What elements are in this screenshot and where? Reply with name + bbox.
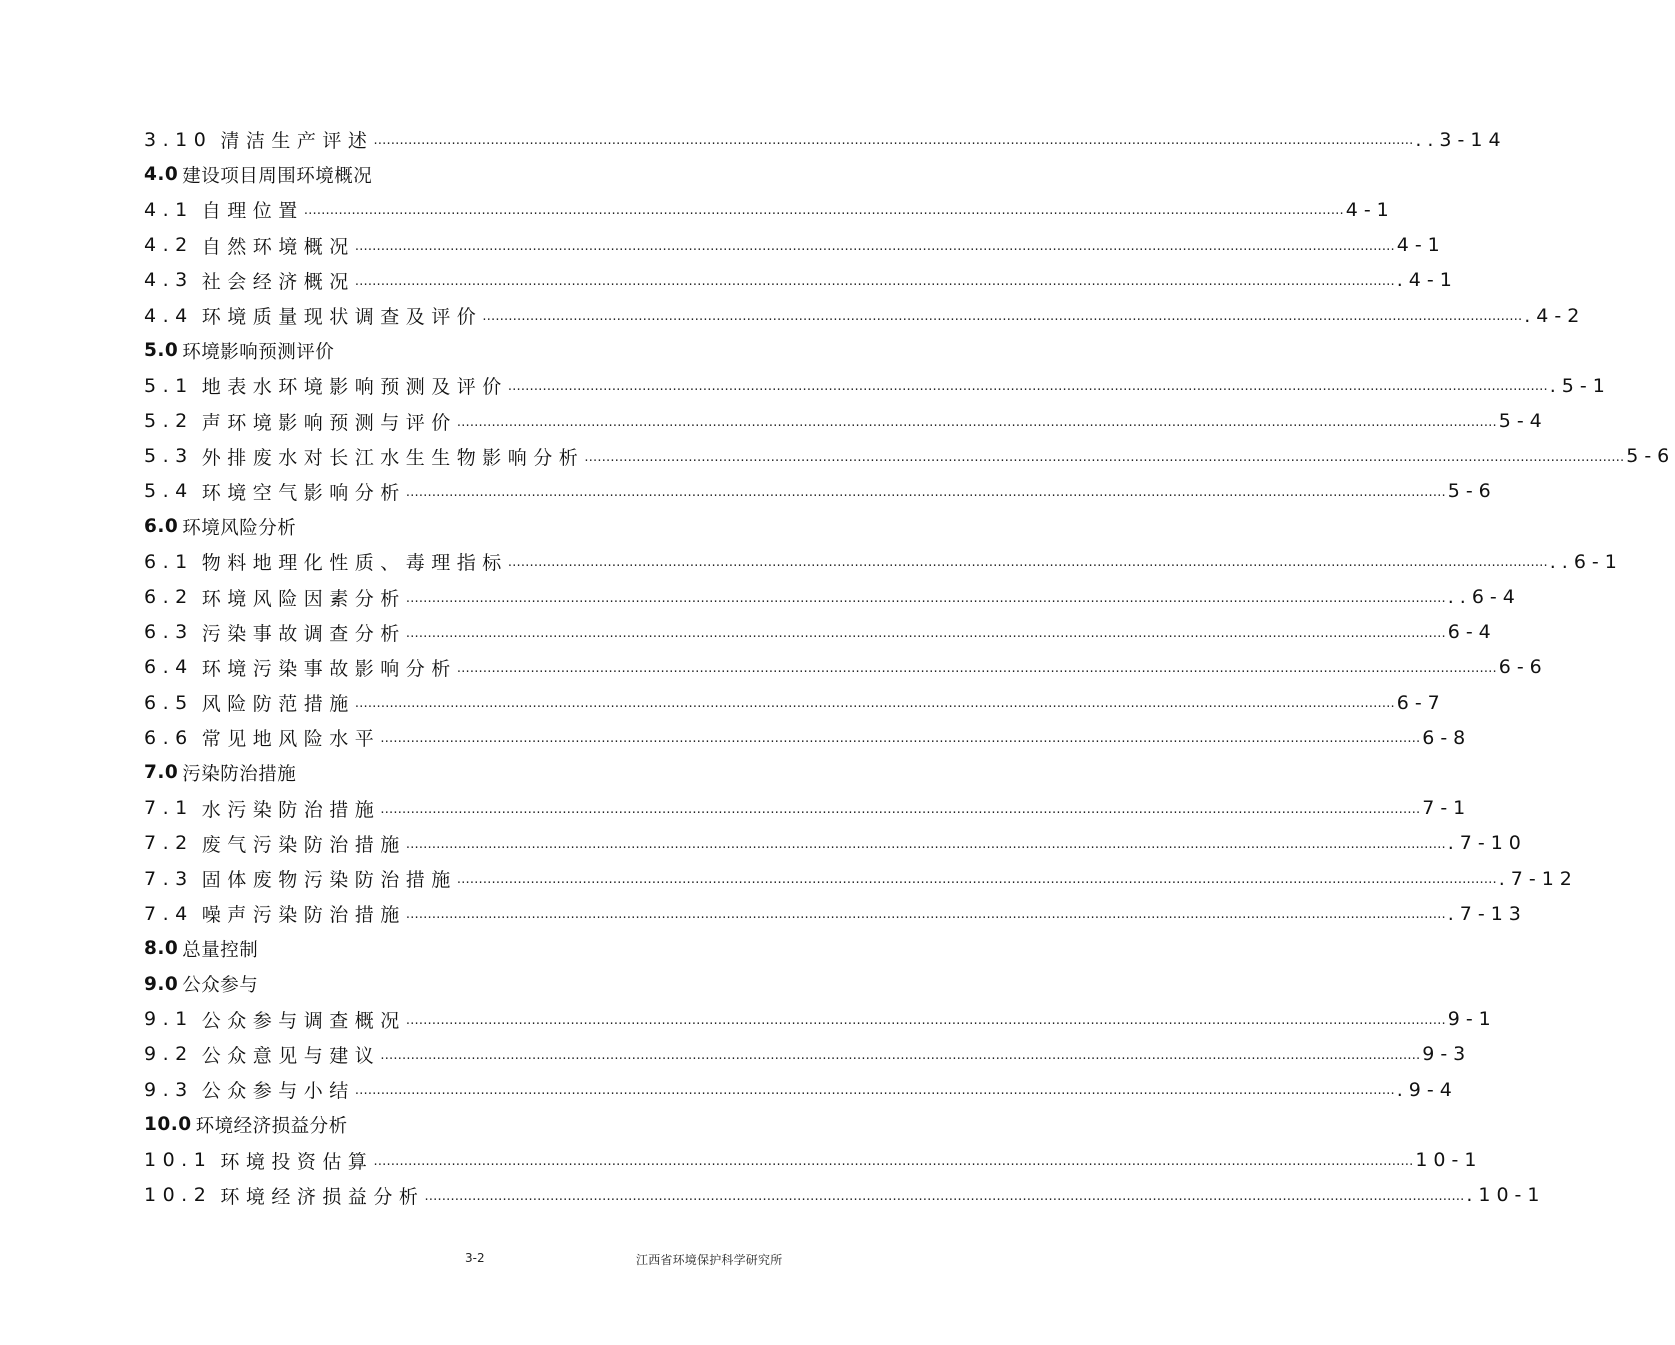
toc-entry-page: 9-1 (1447, 1008, 1497, 1031)
toc-dot-leader: …………………………………………………………………………………………………………………………………………………………………………………………………………………… (507, 555, 1548, 571)
toc-entry-title: 自理位置 (201, 200, 304, 223)
toc-section-entry (144, 157, 808, 192)
toc-subsection-entry (144, 1002, 1497, 1037)
toc-subsection-entry (144, 1037, 1472, 1072)
toc-entry-page: 5-6 (1626, 445, 1675, 468)
toc-entry-number: 10.1 (144, 1149, 213, 1172)
toc-entry-title: 环境质量现状调查及评价 (201, 306, 483, 329)
toc-entry-page: .5-1 (1549, 374, 1611, 397)
toc-dot-leader: …………………………………………………………………………………………………………………………………………………………………………………………………………………… (405, 484, 1446, 500)
toc-entry-page: 6-6 (1498, 656, 1548, 679)
toc-subsection-entry (144, 263, 1458, 298)
toc-dot-leader: …………………………………………………………………………………………………………………………………………………………………………………………………………………… (354, 696, 1395, 712)
toc-entry-title: 地表水环境影响预测及评价 (201, 376, 508, 399)
toc-entry-number: 9.0 (144, 973, 179, 995)
toc-entry-number: 6.0 (144, 516, 179, 538)
toc-entry-number: 7.0 (144, 762, 179, 784)
toc-subsection-entry (144, 650, 1548, 685)
toc-subsection-entry (144, 1072, 1458, 1107)
toc-dot-leader: …………………………………………………………………………………………………………………………………………………………………………………………………………………… (424, 1188, 1465, 1204)
toc-entry-page: 6-7 (1396, 691, 1446, 714)
toc-entry-title: 自然环境概况 (201, 235, 355, 258)
toc-entry-page: .7-13 (1447, 902, 1527, 925)
toc-entry-page: .7-10 (1447, 832, 1527, 855)
toc-entry-number: 7.1 (144, 797, 194, 820)
toc-entry-number: 6.1 (144, 550, 194, 573)
toc-dot-leader: …………………………………………………………………………………………………………………………………………………………………………………………………………………… (507, 379, 1548, 395)
toc-entry-number: 9.2 (144, 1043, 194, 1066)
toc-entry-title: 环境经济损益分析 (220, 1185, 425, 1208)
toc-dot-leader: …………………………………………………………………………………………………………………………………………………………………………………………………………………… (456, 660, 1497, 676)
toc-subsection-entry (144, 544, 1623, 579)
toc-entry-page: ..3-14 (1415, 128, 1507, 151)
toc-dot-leader: …………………………………………………………………………………………………………………………………………………………………………………………………………………… (405, 625, 1446, 641)
toc-entry-number: 4.1 (144, 198, 194, 221)
toc-subsection-entry (144, 896, 1527, 931)
toc-entry-page: 5-4 (1498, 410, 1548, 433)
toc-subsection-entry (144, 122, 1507, 157)
toc-entry-title: 公众意见与建议 (201, 1044, 381, 1067)
toc-subsection-entry (144, 228, 1446, 263)
toc-dot-leader: …………………………………………………………………………………………………………………………………………………………………………………………………………………… (373, 1153, 1414, 1169)
toc-entry-title: 环境风险因素分析 (201, 587, 406, 610)
toc-subsection-entry (144, 474, 1497, 509)
toc-subsection-entry (144, 720, 1472, 755)
toc-entry-title: 常见地风险水平 (201, 728, 381, 751)
toc-entry-title: 水污染防治措施 (201, 798, 381, 821)
toc-entry-page: 5-6 (1447, 480, 1497, 503)
toc-dot-leader: …………………………………………………………………………………………………………………………………………………………………………………………………………………… (405, 836, 1446, 852)
toc-entry-number: 7.3 (144, 867, 194, 890)
toc-subsection-entry (144, 685, 1446, 720)
toc-subsection-entry (144, 826, 1527, 861)
toc-subsection-entry (144, 368, 1611, 403)
toc-entry-page: .9-4 (1396, 1078, 1458, 1101)
toc-entry-title: 声环境影响预测与评价 (201, 411, 457, 434)
toc-subsection-entry (144, 298, 1586, 333)
toc-section-entry (144, 931, 808, 966)
toc-entry-title: 外排废水对长江水生生物影响分析 (201, 446, 585, 469)
toc-entry-number: 4.2 (144, 234, 194, 257)
toc-entry-title: 环境风险分析 (182, 517, 297, 539)
table-of-contents (144, 122, 1675, 1213)
toc-entry-title: 环境空气影响分析 (201, 481, 406, 504)
toc-entry-title: 清洁生产评述 (220, 130, 374, 153)
toc-dot-leader: …………………………………………………………………………………………………………………………………………………………………………………………………………………… (405, 1012, 1446, 1028)
toc-entry-page: 9-3 (1422, 1043, 1472, 1066)
toc-entry-number: 7.4 (144, 902, 194, 925)
toc-entry-title: 环境经济损益分析 (195, 1115, 348, 1137)
toc-entry-number: 5.1 (144, 374, 194, 397)
toc-entry-title: 固体废物污染防治措施 (201, 869, 457, 892)
toc-entry-page: .4-1 (1396, 269, 1458, 292)
toc-entry-title: 社会经济概况 (201, 270, 355, 293)
toc-section-entry (144, 1107, 808, 1142)
toc-dot-leader: …………………………………………………………………………………………………………………………………………………………………………………………………………………… (584, 449, 1625, 465)
toc-entry-title: 污染防治措施 (182, 763, 297, 785)
toc-entry-title: 风险防范措施 (201, 693, 355, 716)
toc-entry-number: 4.0 (144, 164, 179, 186)
toc-dot-leader: …………………………………………………………………………………………………………………………………………………………………………………………………………………… (456, 414, 1497, 430)
toc-subsection-entry (144, 439, 1675, 474)
toc-entry-page: ..6-4 (1447, 586, 1521, 609)
footer-organization: 江西省环境保护科学研究所 (636, 1253, 783, 1267)
toc-entry-title: 建设项目周围环境概况 (182, 165, 373, 187)
toc-entry-title: 环境影响预测评价 (182, 341, 335, 363)
toc-entry-page: .4-2 (1524, 304, 1586, 327)
toc-subsection-entry (144, 615, 1497, 650)
toc-entry-number: 6.6 (144, 726, 194, 749)
toc-entry-title: 公众参与 (182, 975, 259, 997)
toc-entry-number: 5.2 (144, 410, 194, 433)
toc-entry-number: 9.3 (144, 1078, 194, 1101)
toc-subsection-entry (144, 192, 1395, 227)
toc-dot-leader: …………………………………………………………………………………………………………………………………………………………………………………………………………………… (380, 731, 1421, 747)
toc-entry-title: 环境污染事故影响分析 (201, 657, 457, 680)
toc-entry-page: .10-1 (1466, 1184, 1546, 1207)
toc-entry-number: 5.3 (144, 445, 194, 468)
toc-entry-number: 6.3 (144, 621, 194, 644)
toc-entry-title: 总量控制 (182, 939, 259, 961)
toc-dot-leader: …………………………………………………………………………………………………………………………………………………………………………………………………………………… (456, 872, 1497, 888)
toc-entry-number: 3.10 (144, 128, 213, 151)
toc-subsection-entry (144, 404, 1548, 439)
toc-dot-leader: …………………………………………………………………………………………………………………………………………………………………………………………………………………… (405, 590, 1446, 606)
toc-section-entry (144, 509, 808, 544)
toc-entry-title: 环境投资估算 (220, 1150, 374, 1173)
toc-entry-page: 4-1 (1345, 198, 1395, 221)
toc-subsection-entry (144, 1178, 1546, 1213)
toc-entry-number: 7.2 (144, 832, 194, 855)
toc-entry-page: 6-4 (1447, 621, 1497, 644)
toc-dot-leader: …………………………………………………………………………………………………………………………………………………………………………………………………………………… (380, 1047, 1421, 1063)
toc-entry-number: 6.4 (144, 656, 194, 679)
toc-dot-leader: …………………………………………………………………………………………………………………………………………………………………………………………………………………… (303, 203, 1344, 219)
toc-entry-page: ..6-1 (1549, 550, 1623, 573)
toc-entry-title: 物料地理化性质、毒理指标 (201, 552, 508, 575)
toc-entry-title: 公众参与小结 (201, 1080, 355, 1103)
toc-entry-number: 4.4 (144, 304, 194, 327)
toc-dot-leader: …………………………………………………………………………………………………………………………………………………………………………………………………………………… (482, 309, 1523, 325)
toc-entry-number: 5.0 (144, 340, 179, 362)
toc-entry-number: 6.5 (144, 691, 194, 714)
toc-entry-page: 4-1 (1396, 234, 1446, 257)
toc-entry-page: 6-8 (1422, 726, 1472, 749)
toc-section-entry (144, 755, 808, 790)
toc-entry-number: 9.1 (144, 1008, 194, 1031)
toc-entry-page: 7-1 (1422, 797, 1472, 820)
toc-dot-leader: …………………………………………………………………………………………………………………………………………………………………………………………………………………… (405, 907, 1446, 923)
toc-entry-number: 6.2 (144, 586, 194, 609)
toc-entry-number: 10.2 (144, 1184, 213, 1207)
toc-entry-page: .7-12 (1498, 867, 1578, 890)
toc-entry-title: 废气污染防治措施 (201, 833, 406, 856)
toc-entry-number: 10.0 (144, 1114, 192, 1136)
toc-entry-page: 10-1 (1415, 1149, 1483, 1172)
toc-entry-number: 5.4 (144, 480, 194, 503)
toc-entry-title: 噪声污染防治措施 (201, 904, 406, 927)
toc-subsection-entry (144, 861, 1578, 896)
toc-dot-leader: …………………………………………………………………………………………………………………………………………………………………………………………………………………… (354, 273, 1395, 289)
toc-section-entry (144, 967, 808, 1002)
toc-section-entry (144, 333, 808, 368)
toc-subsection-entry (144, 1142, 1483, 1177)
toc-entry-number: 4.3 (144, 269, 194, 292)
toc-subsection-entry (144, 579, 1521, 614)
toc-dot-leader: …………………………………………………………………………………………………………………………………………………………………………………………………………………… (380, 801, 1421, 817)
toc-dot-leader: …………………………………………………………………………………………………………………………………………………………………………………………………………………… (373, 133, 1414, 149)
toc-entry-number: 8.0 (144, 938, 179, 960)
toc-entry-title: 污染事故调查分析 (201, 622, 406, 645)
toc-entry-title: 公众参与调查概况 (201, 1009, 406, 1032)
footer-page-number: 3-2 (465, 1251, 485, 1265)
toc-subsection-entry (144, 791, 1472, 826)
toc-dot-leader: …………………………………………………………………………………………………………………………………………………………………………………………………………………… (354, 238, 1395, 254)
toc-dot-leader: …………………………………………………………………………………………………………………………………………………………………………………………………………………… (354, 1083, 1395, 1099)
